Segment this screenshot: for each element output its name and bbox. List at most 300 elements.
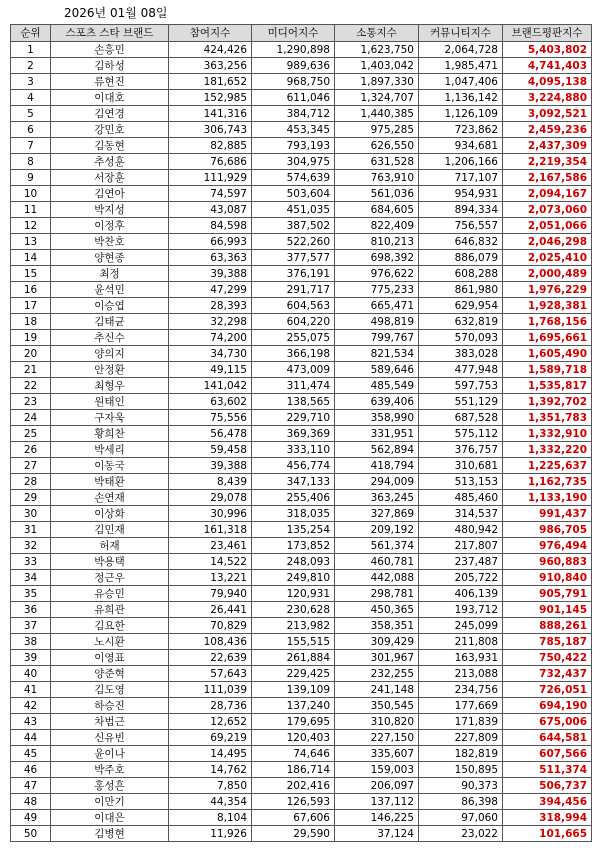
table-row [11,730,592,746]
rank-cell: 8 [11,154,51,170]
media-cell: 186,714 [252,762,335,778]
communication-cell: 822,409 [335,218,419,234]
brand-name-cell: 김태균 [51,314,169,330]
communication-cell: 137,112 [335,794,419,810]
community-cell: 163,931 [419,650,503,666]
brand-name-cell: 김동현 [51,138,169,154]
brand-name-cell: 추신수 [51,330,169,346]
table-row [11,554,592,570]
rank-cell: 7 [11,138,51,154]
participation-cell: 22,639 [169,650,252,666]
participation-cell: 75,556 [169,410,252,426]
communication-cell: 561,374 [335,538,419,554]
community-cell: 217,807 [419,538,503,554]
participation-cell: 14,522 [169,554,252,570]
brand-name-cell: 노시환 [51,634,169,650]
communication-cell: 460,781 [335,554,419,570]
participation-cell: 111,929 [169,170,252,186]
communication-cell: 232,255 [335,666,419,682]
brand-name-cell: 최정 [51,266,169,282]
communication-cell: 810,213 [335,234,419,250]
participation-cell: 8,439 [169,474,252,490]
rank-cell: 2 [11,58,51,74]
rank-cell: 39 [11,650,51,666]
rank-cell: 5 [11,106,51,122]
participation-cell: 28,736 [169,698,252,714]
brand-reputation-cell: 2,025,410 [503,250,592,266]
brand-reputation-cell: 986,705 [503,522,592,538]
table-row [11,330,592,346]
communication-cell: 241,148 [335,682,419,698]
brand-name-cell: 홍성흔 [51,778,169,794]
rank-cell: 32 [11,538,51,554]
community-cell: 150,895 [419,762,503,778]
table-row [11,506,592,522]
communication-cell: 1,403,042 [335,58,419,74]
rank-cell: 37 [11,618,51,634]
brand-reputation-cell: 2,094,167 [503,186,592,202]
media-cell: 611,046 [252,90,335,106]
brand-reputation-cell: 2,437,309 [503,138,592,154]
communication-cell: 639,406 [335,394,419,410]
table-row [11,538,592,554]
communication-cell: 684,605 [335,202,419,218]
community-cell: 90,373 [419,778,503,794]
participation-cell: 141,042 [169,378,252,394]
communication-cell: 450,365 [335,602,419,618]
rank-cell: 12 [11,218,51,234]
rank-cell: 18 [11,314,51,330]
participation-cell: 74,597 [169,186,252,202]
header-media: 미디어지수 [252,25,335,42]
communication-cell: 562,894 [335,442,419,458]
brand-name-cell: 유승민 [51,586,169,602]
brand-name-cell: 류현진 [51,74,169,90]
communication-cell: 309,429 [335,634,419,650]
community-cell: 23,022 [419,826,503,842]
table-row [11,426,592,442]
communication-cell: 358,351 [335,618,419,634]
communication-cell: 227,150 [335,730,419,746]
participation-cell: 74,200 [169,330,252,346]
brand-reputation-cell: 905,791 [503,586,592,602]
media-cell: 230,628 [252,602,335,618]
participation-cell: 57,643 [169,666,252,682]
media-cell: 138,565 [252,394,335,410]
table-row [11,74,592,90]
communication-cell: 626,550 [335,138,419,154]
rank-cell: 43 [11,714,51,730]
media-cell: 989,636 [252,58,335,74]
communication-cell: 821,534 [335,346,419,362]
table-row [11,762,592,778]
brand-reputation-cell: 644,581 [503,730,592,746]
community-cell: 1,047,406 [419,74,503,90]
communication-cell: 1,623,750 [335,42,419,58]
rank-cell: 24 [11,410,51,426]
community-cell: 485,460 [419,490,503,506]
community-cell: 861,980 [419,282,503,298]
brand-name-cell: 이대은 [51,810,169,826]
communication-cell: 976,622 [335,266,419,282]
community-cell: 608,288 [419,266,503,282]
rank-cell: 47 [11,778,51,794]
table-row [11,106,592,122]
brand-reputation-cell: 991,437 [503,506,592,522]
media-cell: 291,717 [252,282,335,298]
participation-cell: 39,388 [169,266,252,282]
community-cell: 756,557 [419,218,503,234]
brand-reputation-cell: 2,219,354 [503,154,592,170]
communication-cell: 775,233 [335,282,419,298]
communication-cell: 301,967 [335,650,419,666]
brand-name-cell: 서장훈 [51,170,169,186]
brand-reputation-cell: 2,046,298 [503,234,592,250]
participation-cell: 28,393 [169,298,252,314]
media-cell: 139,109 [252,682,335,698]
brand-reputation-cell: 785,187 [503,634,592,650]
communication-cell: 294,009 [335,474,419,490]
participation-cell: 84,598 [169,218,252,234]
brand-reputation-cell: 910,840 [503,570,592,586]
brand-reputation-table [10,24,592,842]
community-cell: 237,487 [419,554,503,570]
brand-name-cell: 윤이나 [51,746,169,762]
media-cell: 255,406 [252,490,335,506]
communication-cell: 589,646 [335,362,419,378]
rank-cell: 45 [11,746,51,762]
media-cell: 248,093 [252,554,335,570]
media-cell: 173,852 [252,538,335,554]
community-cell: 245,099 [419,618,503,634]
table-row [11,298,592,314]
rank-cell: 13 [11,234,51,250]
table-row [11,362,592,378]
community-cell: 171,839 [419,714,503,730]
brand-reputation-cell: 1,605,490 [503,346,592,362]
media-cell: 255,075 [252,330,335,346]
rank-cell: 1 [11,42,51,58]
media-cell: 120,403 [252,730,335,746]
media-cell: 453,345 [252,122,335,138]
participation-cell: 11,926 [169,826,252,842]
brand-reputation-cell: 1,695,661 [503,330,592,346]
brand-name-cell: 신유빈 [51,730,169,746]
table-row [11,634,592,650]
brand-name-cell: 최형우 [51,378,169,394]
brand-name-cell: 차범근 [51,714,169,730]
community-cell: 954,931 [419,186,503,202]
brand-reputation-cell: 2,051,066 [503,218,592,234]
communication-cell: 1,324,707 [335,90,419,106]
rank-cell: 19 [11,330,51,346]
media-cell: 311,474 [252,378,335,394]
brand-reputation-cell: 5,403,802 [503,42,592,58]
brand-reputation-cell: 101,665 [503,826,592,842]
participation-cell: 34,730 [169,346,252,362]
brand-name-cell: 박지성 [51,202,169,218]
table-row [11,58,592,74]
media-cell: 229,425 [252,666,335,682]
participation-cell: 70,829 [169,618,252,634]
brand-name-cell: 윤석민 [51,282,169,298]
header-brand-reputation: 브랜드평판지수 [503,25,592,42]
communication-cell: 363,245 [335,490,419,506]
community-cell: 717,107 [419,170,503,186]
brand-name-cell: 김연아 [51,186,169,202]
table-row [11,570,592,586]
community-cell: 570,093 [419,330,503,346]
community-cell: 314,537 [419,506,503,522]
rank-cell: 22 [11,378,51,394]
table-row [11,42,592,58]
brand-reputation-cell: 976,494 [503,538,592,554]
brand-name-cell: 양현종 [51,250,169,266]
brand-reputation-cell: 394,456 [503,794,592,810]
communication-cell: 561,036 [335,186,419,202]
brand-reputation-cell: 1,225,637 [503,458,592,474]
table-row [11,186,592,202]
rank-cell: 15 [11,266,51,282]
table-row [11,154,592,170]
community-cell: 182,819 [419,746,503,762]
table-row [11,282,592,298]
community-cell: 177,669 [419,698,503,714]
media-cell: 456,774 [252,458,335,474]
media-cell: 74,646 [252,746,335,762]
community-cell: 597,753 [419,378,503,394]
table-row [11,138,592,154]
community-cell: 513,153 [419,474,503,490]
brand-reputation-cell: 607,566 [503,746,592,762]
participation-cell: 108,436 [169,634,252,650]
table-row [11,394,592,410]
communication-cell: 350,545 [335,698,419,714]
brand-reputation-cell: 511,374 [503,762,592,778]
participation-cell: 29,078 [169,490,252,506]
table-row [11,250,592,266]
brand-name-cell: 김하성 [51,58,169,74]
rank-cell: 20 [11,346,51,362]
communication-cell: 1,440,385 [335,106,419,122]
table-row [11,746,592,762]
community-cell: 211,808 [419,634,503,650]
communication-cell: 498,819 [335,314,419,330]
participation-cell: 56,478 [169,426,252,442]
participation-cell: 49,115 [169,362,252,378]
participation-cell: 79,940 [169,586,252,602]
brand-name-cell: 안정환 [51,362,169,378]
media-cell: 120,931 [252,586,335,602]
participation-cell: 63,363 [169,250,252,266]
brand-name-cell: 구자욱 [51,410,169,426]
participation-cell: 363,256 [169,58,252,74]
media-cell: 793,193 [252,138,335,154]
table-row [11,586,592,602]
community-cell: 886,079 [419,250,503,266]
report-date: 2026년 01월 08일 [64,6,168,20]
brand-name-cell: 양의지 [51,346,169,362]
participation-cell: 39,388 [169,458,252,474]
brand-name-cell: 이영표 [51,650,169,666]
media-cell: 473,009 [252,362,335,378]
rank-cell: 26 [11,442,51,458]
header-brand: 스포츠 스타 브랜드 [51,25,169,42]
media-cell: 574,639 [252,170,335,186]
brand-reputation-cell: 960,883 [503,554,592,570]
rank-cell: 23 [11,394,51,410]
community-cell: 551,129 [419,394,503,410]
brand-reputation-cell: 1,162,735 [503,474,592,490]
rank-cell: 9 [11,170,51,186]
community-cell: 1,126,109 [419,106,503,122]
brand-name-cell: 박태환 [51,474,169,490]
brand-reputation-cell: 732,437 [503,666,592,682]
community-cell: 227,809 [419,730,503,746]
participation-cell: 14,495 [169,746,252,762]
communication-cell: 327,869 [335,506,419,522]
table-row [11,234,592,250]
rank-cell: 38 [11,634,51,650]
brand-name-cell: 김도영 [51,682,169,698]
brand-reputation-cell: 2,167,586 [503,170,592,186]
media-cell: 333,110 [252,442,335,458]
brand-reputation-cell: 1,392,702 [503,394,592,410]
brand-name-cell: 김민재 [51,522,169,538]
brand-reputation-cell: 506,737 [503,778,592,794]
communication-cell: 298,781 [335,586,419,602]
brand-reputation-cell: 318,994 [503,810,592,826]
rank-cell: 25 [11,426,51,442]
brand-reputation-cell: 1,133,190 [503,490,592,506]
community-cell: 480,942 [419,522,503,538]
community-cell: 477,948 [419,362,503,378]
brand-reputation-cell: 1,535,817 [503,378,592,394]
brand-reputation-cell: 675,006 [503,714,592,730]
participation-cell: 47,299 [169,282,252,298]
brand-reputation-cell: 726,051 [503,682,592,698]
community-cell: 934,681 [419,138,503,154]
rank-cell: 11 [11,202,51,218]
brand-name-cell: 박용택 [51,554,169,570]
communication-cell: 310,820 [335,714,419,730]
table-row [11,602,592,618]
media-cell: 213,982 [252,618,335,634]
media-cell: 366,198 [252,346,335,362]
participation-cell: 181,652 [169,74,252,90]
rank-cell: 33 [11,554,51,570]
communication-cell: 335,607 [335,746,419,762]
table-row [11,490,592,506]
media-cell: 376,191 [252,266,335,282]
table-row [11,266,592,282]
community-cell: 894,334 [419,202,503,218]
participation-cell: 306,743 [169,122,252,138]
participation-cell: 44,354 [169,794,252,810]
table-row [11,122,592,138]
rank-cell: 34 [11,570,51,586]
participation-cell: 59,458 [169,442,252,458]
table-row [11,682,592,698]
table-row [11,474,592,490]
participation-cell: 14,762 [169,762,252,778]
header-community: 커뮤니티지수 [419,25,503,42]
media-cell: 522,260 [252,234,335,250]
participation-cell: 141,316 [169,106,252,122]
rank-cell: 27 [11,458,51,474]
table-row [11,666,592,682]
brand-reputation-cell: 1,332,910 [503,426,592,442]
table-row [11,810,592,826]
rank-cell: 30 [11,506,51,522]
table-row [11,90,592,106]
media-cell: 304,975 [252,154,335,170]
community-cell: 97,060 [419,810,503,826]
table-row [11,202,592,218]
brand-reputation-cell: 1,768,156 [503,314,592,330]
community-cell: 406,139 [419,586,503,602]
rank-cell: 4 [11,90,51,106]
media-cell: 604,220 [252,314,335,330]
community-cell: 629,954 [419,298,503,314]
rank-cell: 10 [11,186,51,202]
brand-name-cell: 김병현 [51,826,169,842]
communication-cell: 206,097 [335,778,419,794]
media-cell: 137,240 [252,698,335,714]
brand-name-cell: 하승진 [51,698,169,714]
media-cell: 377,577 [252,250,335,266]
table-row [11,714,592,730]
community-cell: 234,756 [419,682,503,698]
brand-name-cell: 허재 [51,538,169,554]
rank-cell: 29 [11,490,51,506]
communication-cell: 763,910 [335,170,419,186]
communication-cell: 358,990 [335,410,419,426]
community-cell: 1,136,142 [419,90,503,106]
community-cell: 1,985,471 [419,58,503,74]
brand-reputation-cell: 888,261 [503,618,592,634]
brand-name-cell: 유희관 [51,602,169,618]
participation-cell: 43,087 [169,202,252,218]
brand-name-cell: 손흥민 [51,42,169,58]
community-cell: 575,112 [419,426,503,442]
brand-reputation-cell: 4,741,403 [503,58,592,74]
community-cell: 310,681 [419,458,503,474]
table-row [11,650,592,666]
brand-reputation-cell: 3,224,880 [503,90,592,106]
media-cell: 135,254 [252,522,335,538]
table-row [11,442,592,458]
communication-cell: 698,392 [335,250,419,266]
participation-cell: 82,885 [169,138,252,154]
rank-cell: 46 [11,762,51,778]
brand-reputation-cell: 750,422 [503,650,592,666]
brand-name-cell: 황희찬 [51,426,169,442]
participation-cell: 26,441 [169,602,252,618]
participation-cell: 8,104 [169,810,252,826]
rank-cell: 44 [11,730,51,746]
brand-name-cell: 추성훈 [51,154,169,170]
table-row [11,826,592,842]
rank-cell: 40 [11,666,51,682]
communication-cell: 146,225 [335,810,419,826]
table-row [11,314,592,330]
brand-name-cell: 이정후 [51,218,169,234]
media-cell: 126,593 [252,794,335,810]
community-cell: 646,832 [419,234,503,250]
table-header-row [11,25,592,42]
media-cell: 451,035 [252,202,335,218]
